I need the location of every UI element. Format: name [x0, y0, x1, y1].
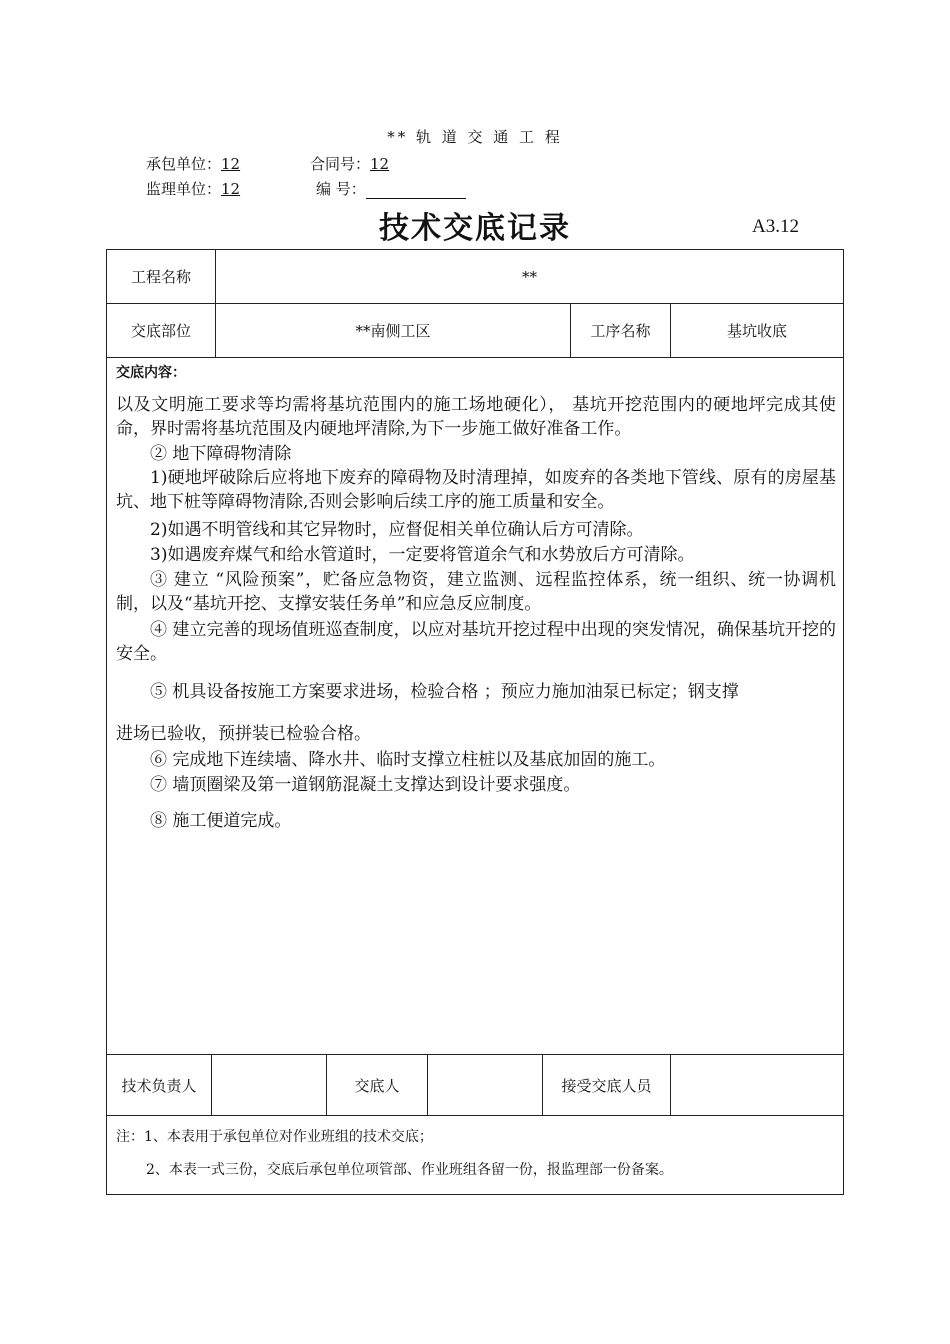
giver-field[interactable] — [428, 1055, 542, 1115]
project-label: 工程名称 — [130, 268, 191, 286]
serial-label: 编 号： — [316, 180, 366, 198]
contractor-label: 承包单位： — [146, 155, 222, 173]
content-paragraph: 1)硬地坪破除后应将地下废弃的障碍物及时清理掉，如废弃的各类地下管线、原有的房屋基坑、地下桩等障碍物清除,否则会影响后续工序的施工质量和安全。 — [116, 468, 836, 512]
content-paragraph: ② 地下障碍物清除 — [150, 444, 292, 464]
tech-lead-field[interactable] — [212, 1055, 326, 1115]
content-paragraph: 以及文明施工要求等均需将基坑范围内的施工场地硬化）， 基坑开挖范围内的硬地坪完成其使命，界时需将基坑范围及内硬地坪清除,为下一步施工做好准备工作。 — [116, 395, 836, 439]
location-value: **南侧工区 — [355, 322, 431, 340]
supervisor-label: 监理单位： — [146, 180, 222, 198]
note-line-1: 注：1、本表用于承包单位对作业班组的技术交底； — [116, 1129, 433, 1145]
process-value: 基坑收底 — [726, 322, 787, 340]
contract-no-row — [310, 153, 389, 174]
content-paragraph: ③ 建立 “风险预案”，贮备应急物资，建立监测、远程监控体系，统一组织、统一协调机制，以及“基坑开挖、支撑安装任务单”和应急反应制度。 — [116, 570, 836, 614]
receiver-field[interactable] — [671, 1055, 843, 1115]
contract-no-label: 合同号： — [310, 155, 371, 173]
supervisor-row — [146, 178, 240, 199]
content-paragraph: ⑤ 机具设备按施工方案要求进场，检验合格 ；预应力施加油泵已标定；钢支撑 — [150, 682, 739, 702]
content-label: 交底内容： — [116, 365, 186, 381]
row-divider — [106, 1115, 844, 1116]
location-label: 交底部位 — [130, 322, 191, 340]
content-paragraph: 2)如遇不明管线和其它异物时，应督促相关单位确认后方可清除。 — [150, 520, 644, 540]
serial-row — [316, 178, 466, 199]
contractor-row — [146, 153, 250, 174]
row-divider — [106, 357, 844, 358]
serial-value — [366, 184, 466, 199]
content-paragraph: ⑦ 墙顶圈梁及第一道钢筋混凝土支撑达到设计要求强度。 — [150, 775, 581, 795]
content-paragraph: ④ 建立完善的现场值班巡查制度，以应对基坑开挖过程中出现的突发情况，确保基坑开挖的安全。 — [116, 620, 836, 664]
note-line-2: 2、本表一式三份，交底后承包单位项管部、作业班组各留一份，报监理部一份备案。 — [146, 1162, 673, 1178]
contractor-value: 12 — [221, 155, 241, 173]
project-value: ** — [522, 267, 537, 286]
document-title: 技术交底记录 — [379, 211, 571, 246]
content-paragraph: ⑧ 施工便道完成。 — [150, 811, 292, 831]
form-code: A3.12 — [752, 216, 799, 237]
receiver-label: 接受交底人员 — [561, 1076, 652, 1095]
project-name: ** 轨 道 交 通 工 程 — [387, 128, 563, 146]
giver-label: 交底人 — [354, 1076, 400, 1095]
content-paragraph: ⑥ 完成地下连续墙、降水井、临时支撑立柱桩以及基底加固的施工。 — [150, 750, 666, 770]
contract-no-value: 12 — [370, 155, 390, 173]
process-label: 工序名称 — [590, 322, 651, 340]
supervisor-value: 12 — [221, 180, 241, 198]
tech-lead-label: 技术负责人 — [121, 1076, 197, 1095]
content-paragraph: 进场已验收，预拼装已检验合格。 — [116, 724, 371, 744]
content-paragraph: 3)如遇废弃煤气和给水管道时，一定要将管道余气和水势放后方可清除。 — [150, 545, 695, 565]
